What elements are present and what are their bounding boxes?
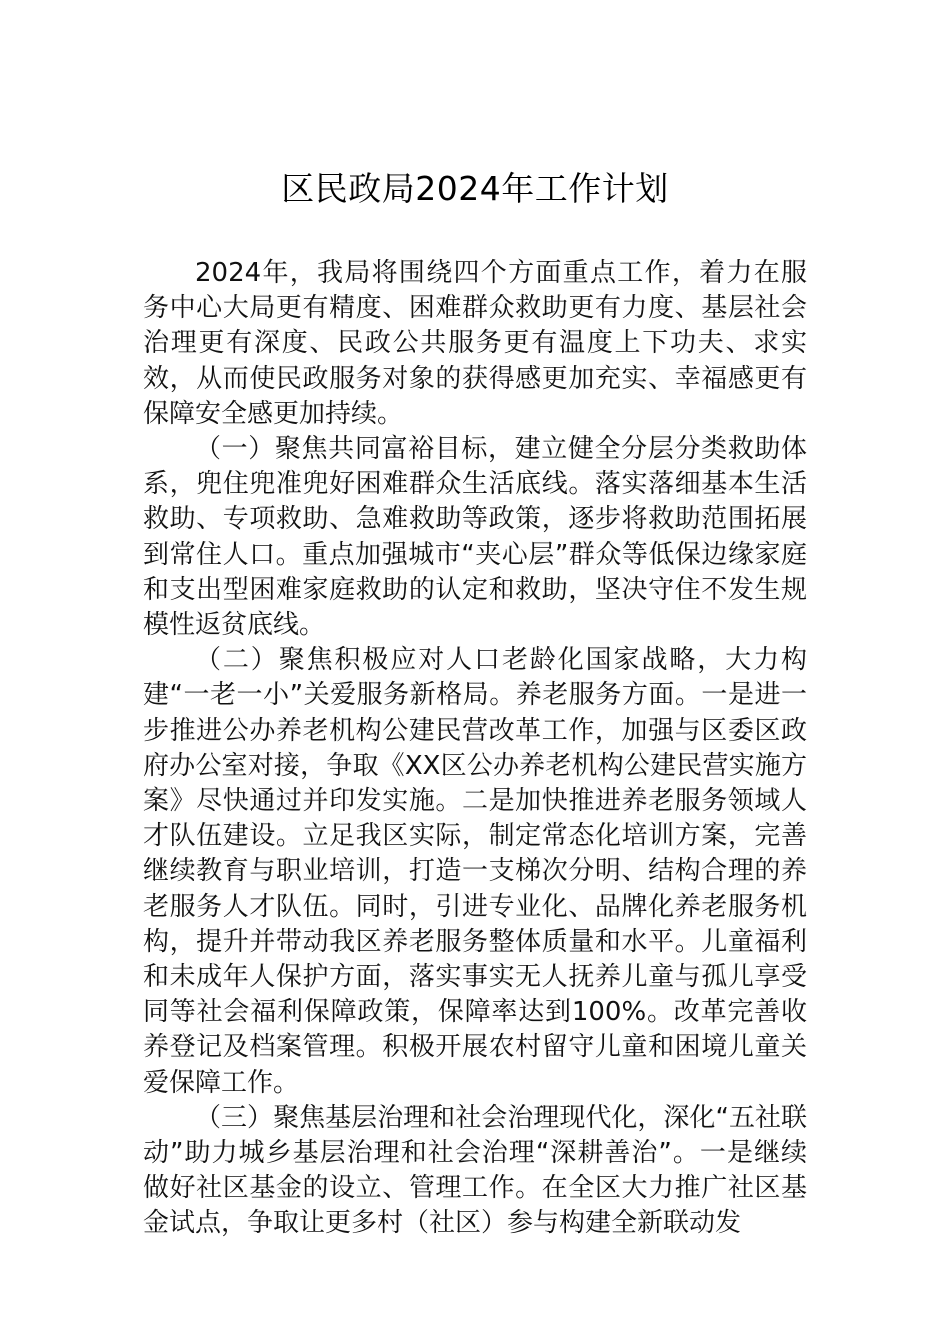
paragraph-section-3: （三）聚焦基层治理和社会治理现代化，深化“五社联动”助力城乡基层治理和社会治理“深耕善治”。一是继续做好社区基金的设立、管理工作。在全区大力推广社区基金试点，争取让更多村（社区）参与构建全新联动发 bbox=[143, 1102, 807, 1239]
paragraph-intro: 2024年，我局将围绕四个方面重点工作，着力在服务中心大局更有精度、困难群众救助更有力度、基层社会治理更有深度、民政公共服务更有温度上下功夫、求实效，从而使民政服务对象的获得感更加充实、幸福感更有保障安全感更加持续。 bbox=[143, 258, 807, 429]
paragraph-section-1: （一）聚焦共同富裕目标，建立健全分层分类救助体系，兜住兜准兜好困难群众生活底线。落实落细基本生活救助、专项救助、急难救助等政策，逐步将救助范围拓展到常住人口。重点加强城市“夹心层”群众等低保边缘家庭和支出型困难家庭救助的认定和救助，坚决守住不发生规模性返贫底线。 bbox=[143, 434, 807, 641]
paragraph-section-2: （二）聚焦积极应对人口老龄化国家战略，大力构建“一老一小”关爱服务新格局。养老服务方面。一是进一步推进公办养老机构公建民营改革工作，加强与区委区政府办公室对接，争取《XX区公办养老机构公建民营实施方案》尽快通过并印发实施。二是加快推进养老服务领域人才队伍建设。立足我区实际，制定常态化培训方案，完善继续教育与职业培训，打造一支梯次分明、结构合理的养老服务人才队伍。同时，引进专业化、品牌化养老服务机构，提升并带动我区养老服务整体质量和水平。儿童福利和未成年人保护方面，落实事实无人抚养儿童与孤儿享受同等社会福利保障政策，保障率达到100%。改革完善收养登记及档案管理。积极开展农村留守儿童和困境儿童关爱保障工作。 bbox=[143, 645, 807, 1098]
document-body bbox=[143, 256, 807, 1242]
document-title: 区民政局2024年工作计划 bbox=[281, 169, 669, 208]
